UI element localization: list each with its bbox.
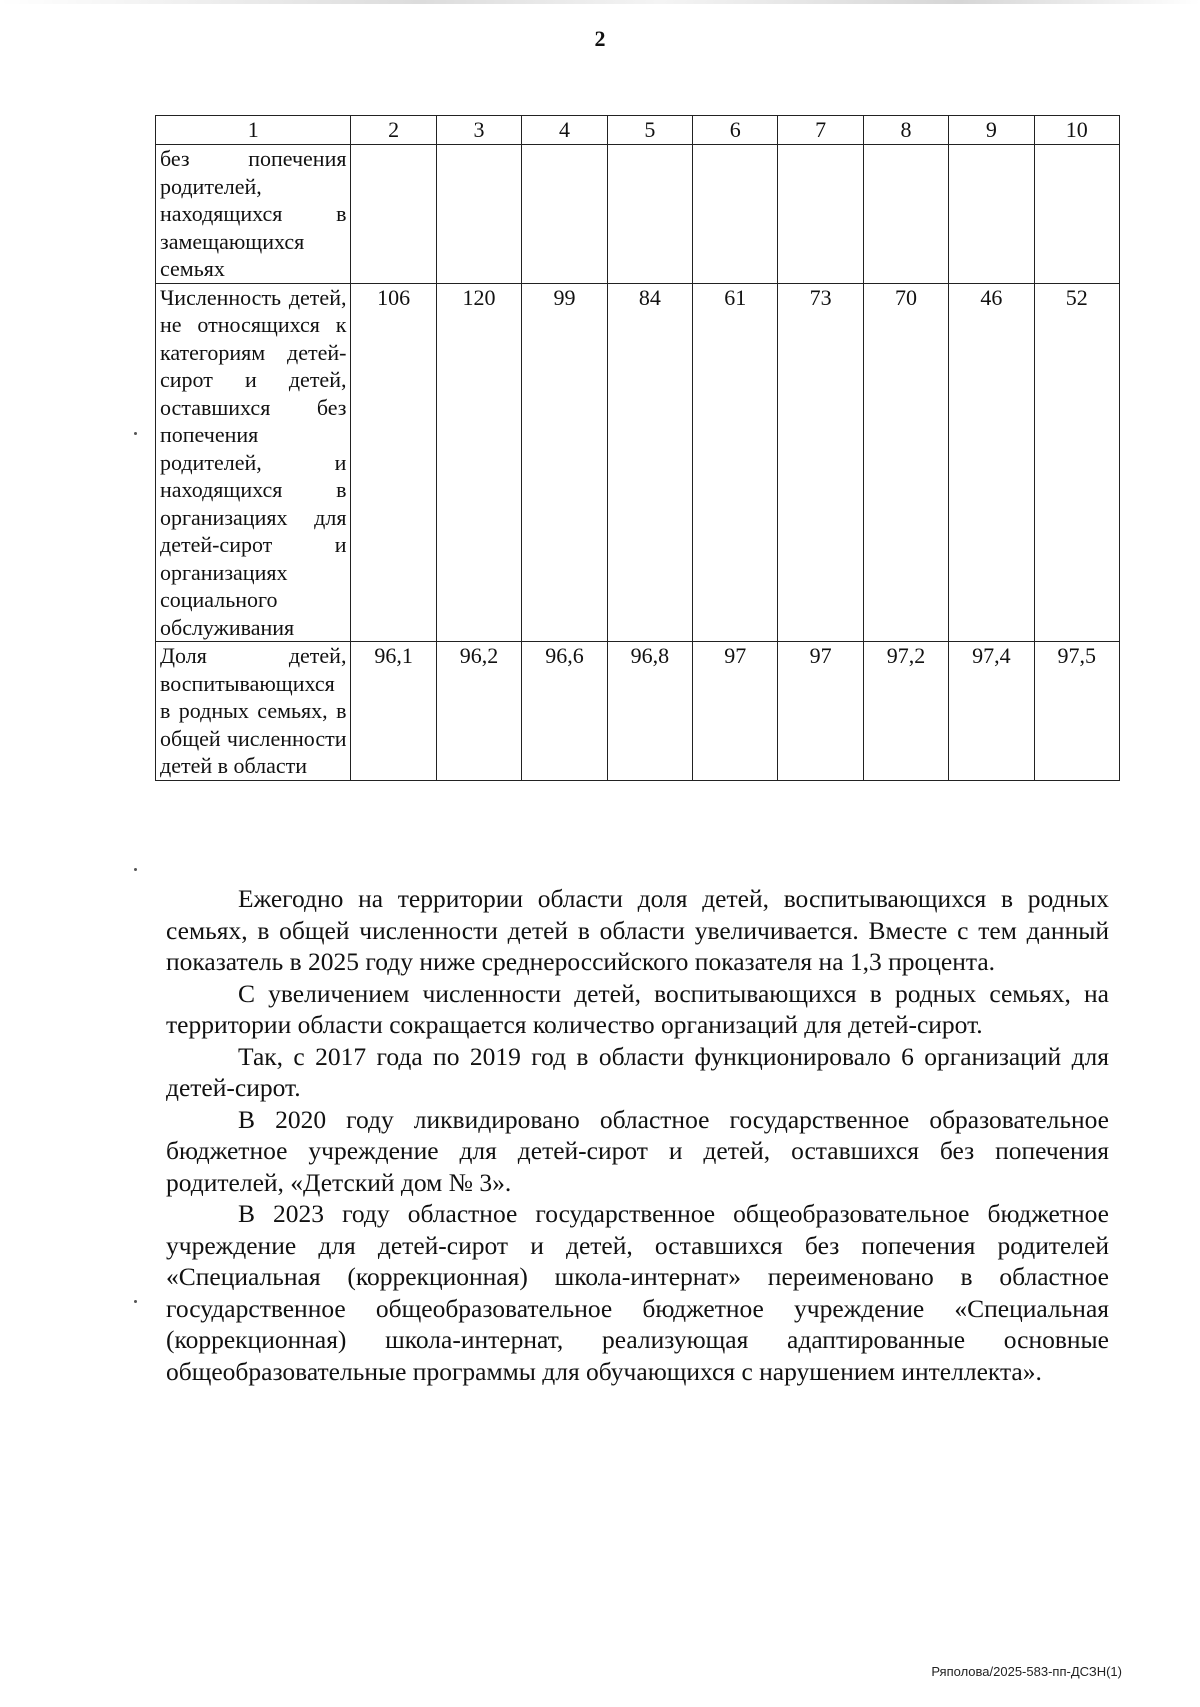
table-cell (693, 145, 778, 284)
paragraph: В 2020 году ликвидировано областное государственное образовательное бюджетное учреждение для детей-сирот и детей, оставшихся без попечения родителей, «Детский дом № 3». (166, 1104, 1109, 1197)
body-text (166, 883, 1109, 1387)
data-table (155, 115, 1120, 781)
paragraph: В 2023 году областное государственное общеобразовательное бюджетное учреждение для детей-сирот и детей, оставшихся без попечения родителей «Специальная (коррекционная) школа-интернат» переименовано в областное государственное общеобразовательное бюджетное учреждение «Специальная (коррекционная) школа-интернат, реализующая адаптированные основные общеобразовательные программы для обучающихся с нарушением интеллекта». (166, 1199, 1109, 1386)
table-cell: 61 (693, 283, 778, 642)
table-cell (522, 145, 607, 284)
column-header: 7 (778, 116, 863, 145)
column-header: 2 (351, 116, 436, 145)
table-cell: 46 (949, 283, 1034, 642)
table-cell: 52 (1034, 283, 1119, 642)
table-cell (1034, 145, 1119, 284)
page-number: 2 (594, 26, 606, 51)
table-cell (351, 145, 436, 284)
column-header: 10 (1034, 116, 1119, 145)
row-label: Численность детей, не относящихся к категориям детей-сирот и детей, оставшихся без попечения родителей, и находящихся в организациях для детей-сирот и организациях социального обслуживания (156, 283, 351, 642)
scan-speck (134, 432, 137, 435)
row-label: Доля детей, воспитывающихся в родных семьях, в общей численности детей в области (156, 642, 351, 781)
column-header: 5 (607, 116, 692, 145)
scan-speck (134, 1300, 137, 1303)
table-cell: 99 (522, 283, 607, 642)
column-header: 8 (863, 116, 948, 145)
column-header: 1 (156, 116, 351, 145)
table-cell: 97 (693, 642, 778, 781)
column-header: 9 (949, 116, 1034, 145)
table-row (156, 283, 1120, 642)
table-cell: 97 (778, 642, 863, 781)
scan-edge (0, 0, 1200, 4)
table-cell: 97,5 (1034, 642, 1119, 781)
table-cell: 97,4 (949, 642, 1034, 781)
paragraph: Так, с 2017 года по 2019 год в области функционировало 6 организаций для детей-сирот. (166, 1041, 1109, 1102)
table-cell: 96,8 (607, 642, 692, 781)
table-cell (949, 145, 1034, 284)
document-code: Ряполова/2025-583-пп-ДСЗН(1) (931, 1664, 1122, 1679)
table-cell: 120 (436, 283, 521, 642)
table-cell: 106 (351, 283, 436, 642)
table-header-row (156, 116, 1120, 145)
table-cell: 96,6 (522, 642, 607, 781)
row-label: без попечения родителей, находящихся в замещающихся семьях (156, 145, 351, 284)
column-header: 4 (522, 116, 607, 145)
table-cell (778, 145, 863, 284)
table-row (156, 145, 1120, 284)
paragraph: Ежегодно на территории области доля детей, воспитывающихся в родных семьях, в общей численности детей в области увеличивается. Вместе с тем данный показатель в 2025 году ниже среднероссийского показателя на 1,3 процента. (166, 884, 1109, 976)
table-cell: 96,2 (436, 642, 521, 781)
table-cell: 73 (778, 283, 863, 642)
table-cell: 97,2 (863, 642, 948, 781)
table-cell (436, 145, 521, 284)
scan-speck (134, 868, 137, 871)
paragraph: С увеличением численности детей, воспитывающихся в родных семьях, на территории области сокращается количество организаций для детей-сирот. (166, 978, 1109, 1039)
table-cell: 84 (607, 283, 692, 642)
table-cell: 96,1 (351, 642, 436, 781)
table-cell: 70 (863, 283, 948, 642)
table-row (156, 642, 1120, 781)
table-cell (607, 145, 692, 284)
column-header: 6 (693, 116, 778, 145)
table-cell (863, 145, 948, 284)
column-header: 3 (436, 116, 521, 145)
